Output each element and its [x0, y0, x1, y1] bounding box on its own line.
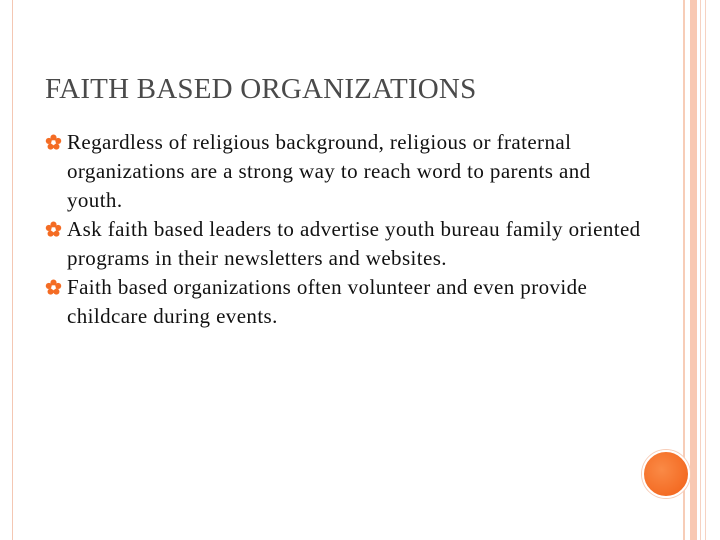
slide-title: FAITH BASED ORGANIZATIONS	[45, 73, 477, 105]
right-border-thin-line	[700, 0, 701, 540]
bullet-item	[45, 273, 645, 331]
flower-bullet-icon	[45, 134, 62, 151]
right-border-thin-line	[705, 0, 706, 540]
bullet-text: Regardless of religious background, religious or fraternal organizations are a strong way to reach word to parents and youth.	[67, 130, 591, 212]
bullet-text: Faith based organizations often volunteer and even provide childcare during events.	[67, 275, 588, 328]
left-border-line	[12, 0, 13, 540]
right-border-band	[690, 0, 697, 540]
bullet-text: Ask faith based leaders to advertise youth bureau family oriented programs in their newsletters and websites.	[67, 217, 641, 270]
bullet-item	[45, 128, 645, 215]
flower-bullet-icon	[45, 221, 62, 238]
bullet-list	[45, 128, 645, 331]
bullet-item	[45, 215, 645, 273]
decorative-orange-circle	[642, 450, 690, 498]
flower-bullet-icon	[45, 279, 62, 296]
